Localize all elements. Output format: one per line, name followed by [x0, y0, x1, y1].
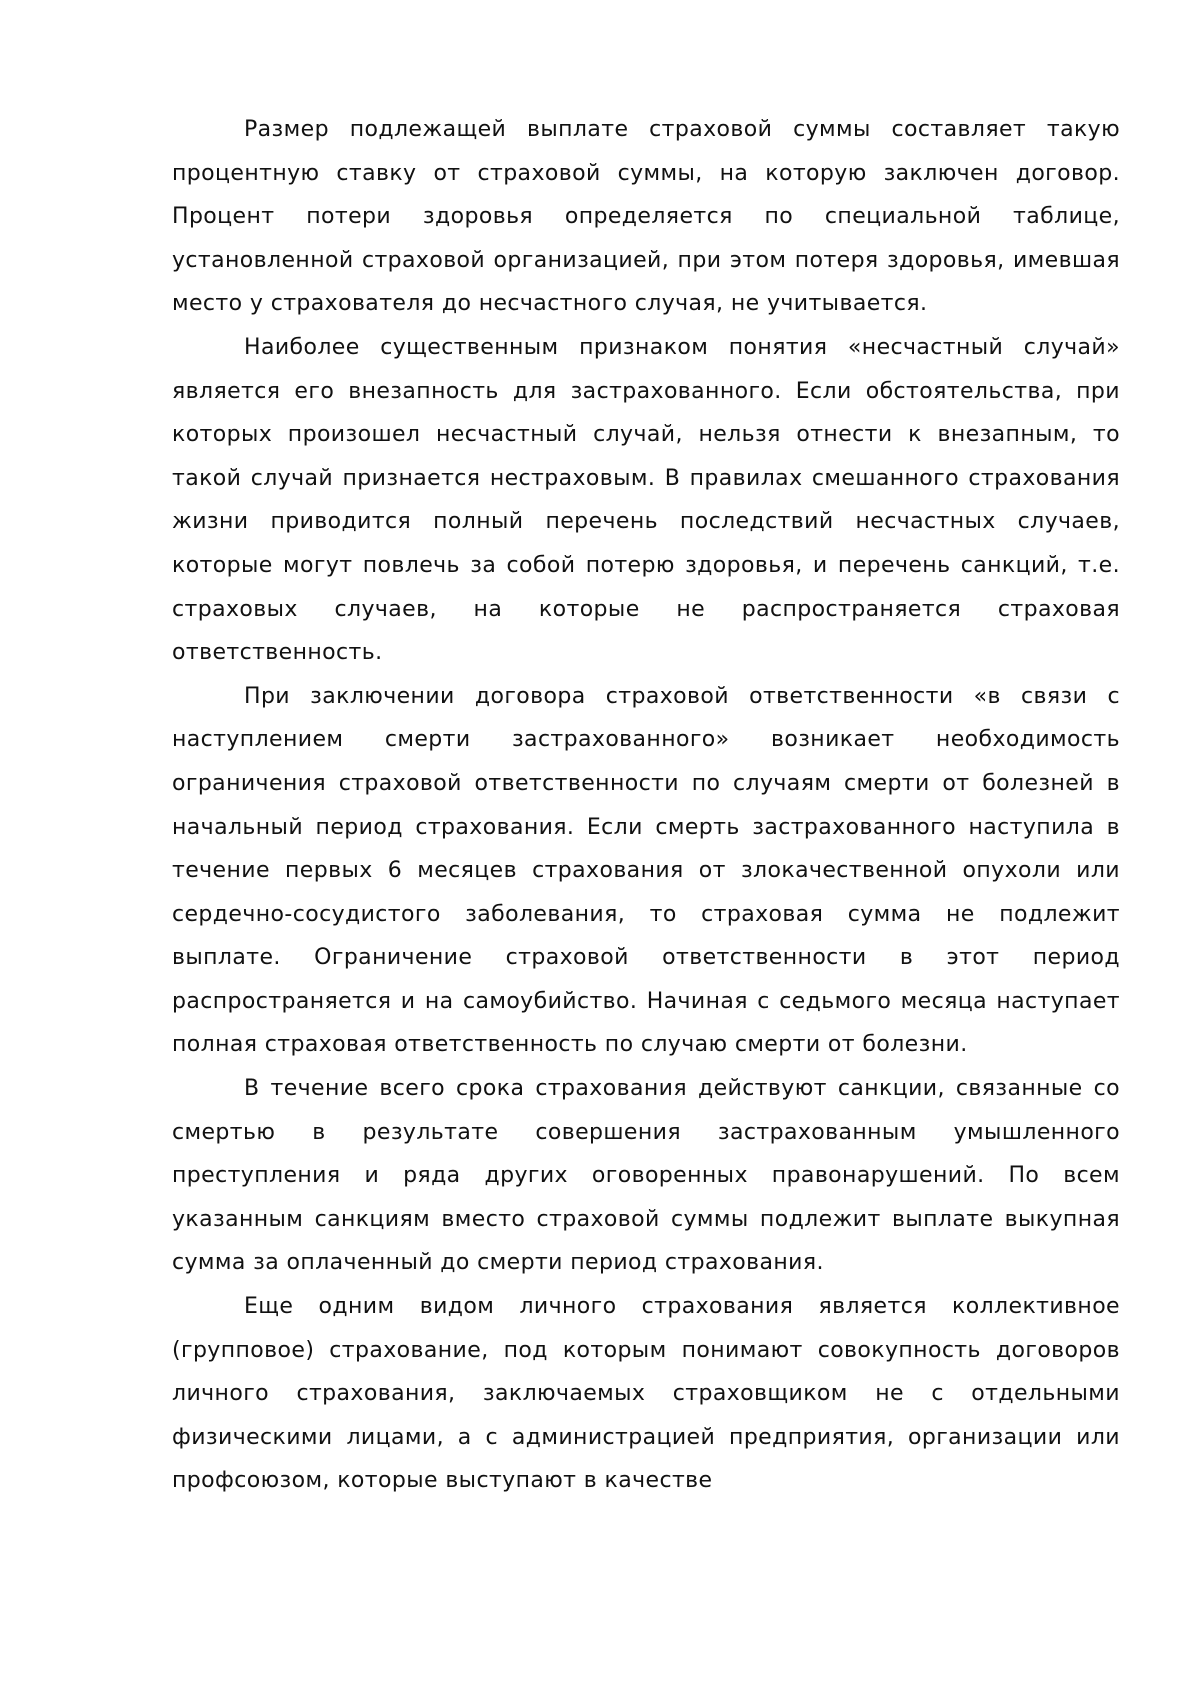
document-page	[172, 108, 1120, 1503]
paragraph: Еще одним видом личного страхования является коллективное (групповое) страхование, под которым понимают совокупность договоров личного страхования, заключаемых страховщиком не с отдельными физическими лицами, а с администрацией предприятия, организации или профсоюзом, которые выступают в качестве	[172, 1294, 1120, 1494]
paragraph: Размер подлежащей выплате страховой суммы составляет такую процентную ставку от страховой суммы, на которую заключен договор. Процент потери здоровья определяется по специальной таблице, установленной страховой организацией, при этом потеря здоровья, имевшая место у страхователя до несчастного случая, не учитывается.	[172, 117, 1120, 317]
paragraph: Наиболее существенным признаком понятия «несчастный случай» является его внезапность для застрахованного. Если обстоятельства, при которых произошел несчастный случай, нельзя отнести к внезапным, то такой случай признается нестраховым. В правилах смешанного страхования жизни приводится полный перечень последствий несчастных случаев, которые могут повлечь за собой потерю здоровья, и перечень санкций, т.е. страховых случаев, на которые не распространяется страховая ответственность.	[172, 334, 1120, 666]
paragraph: При заключении договора страховой ответственности «в связи с наступлением смерти застрахованного» возникает необходимость ограничения страховой ответственности по случаям смерти от болезней в начальный период страхования. Если смерть застрахованного наступила в течение первых 6 месяцев страхования от злокачественной опухоли или сердечно-сосудистого заболевания, то страховая сумма не подлежит выплате. Ограничение страховой ответственности в этот период распространяется и на самоубийство. Начиная с седьмого месяца наступает полная страховая ответственность по случаю смерти от болезни.	[172, 683, 1120, 1058]
paragraph: В течение всего срока страхования действуют санкции, связанные со смертью в результате совершения застрахованным умышленного преступления и ряда других оговоренных правонарушений. По всем указанным санкциям вместо страховой суммы подлежит выплате выкупная сумма за оплаченный до смерти период страхования.	[172, 1076, 1120, 1276]
